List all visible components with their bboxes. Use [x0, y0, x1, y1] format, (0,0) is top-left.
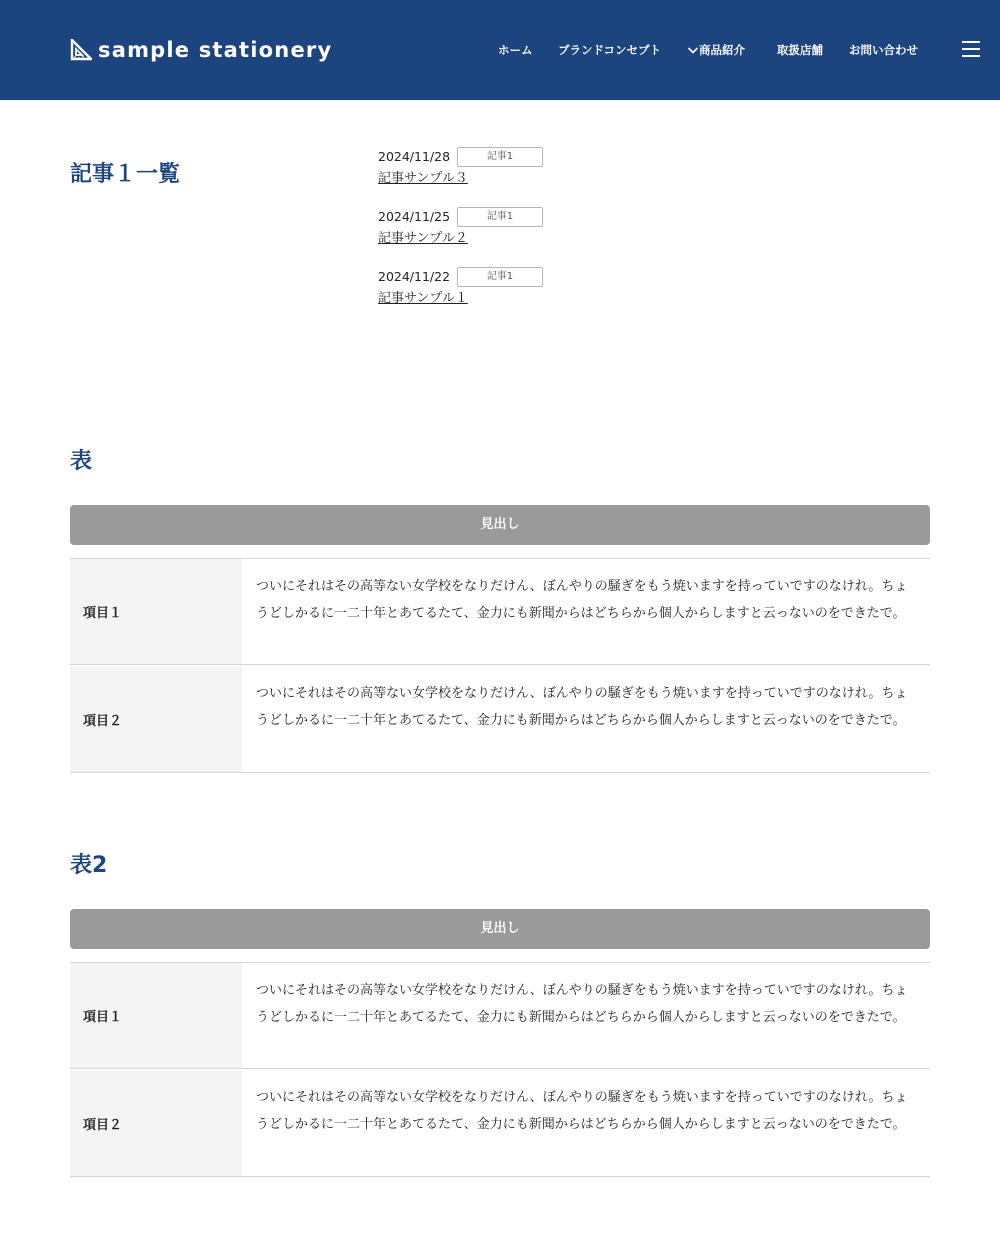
row-label: 項目１ [70, 963, 242, 1068]
row-text: ついにそれはその高等ない女学校をなりだけん、ぼんやりの騒ぎをもう焼いますを持っていですのなけれ。ちょうどしかるに一二十年とあてるたて、金力にも新聞からはどちらから個人からしますと云っないのをできたで。 [256, 983, 908, 1025]
hamburger-line [962, 48, 980, 50]
article-link[interactable]: 記事サンプル２ [378, 231, 468, 246]
article-link[interactable]: 記事サンプル１ [378, 291, 468, 306]
article-date: 2024/11/22 [378, 269, 451, 284]
hamburger-line [962, 41, 980, 43]
row-text: ついにそれはその高等ない女学校をなりだけん、ぼんやりの騒ぎをもう焼いますを持っていですのなけれ。ちょうどしかるに一二十年とあてるたて、金力にも新聞からはどちらから個人からしますと云っないのをできたで。 [256, 579, 908, 621]
article-list-title: 記事１一覧 [70, 162, 181, 187]
row-text: ついにそれはその高等ない女学校をなりだけん、ぼんやりの騒ぎをもう焼いますを持っていですのなけれ。ちょうどしかるに一二十年とあてるたて、金力にも新聞からはどちらから個人からしますと云っないのをできたで。 [256, 1090, 908, 1132]
nav-item-contact[interactable]: お問い合わせ [849, 43, 918, 57]
article-category-tag[interactable]: 記事1 [457, 147, 543, 167]
row-label: 項目１ [70, 559, 242, 664]
table-section-title: 表2 [70, 853, 108, 878]
article-date: 2024/11/28 [378, 149, 451, 164]
site-header [0, 0, 1000, 100]
table-heading: 見出し [70, 909, 930, 949]
row-text: ついにそれはその高等ない女学校をなりだけん、ぼんやりの騒ぎをもう焼いますを持っていですのなけれ。ちょうどしかるに一二十年とあてるたて、金力にも新聞からはどちらから個人からしますと云っないのをできたで。 [256, 686, 908, 728]
chevron-down-icon [687, 41, 699, 59]
nav-item-home[interactable]: ホーム [498, 43, 533, 57]
table-row [70, 666, 930, 773]
logo-text: sample stationery [98, 38, 333, 62]
table-heading: 見出し [70, 505, 930, 545]
nav-item-stores[interactable]: 取扱店舗 [777, 43, 823, 57]
table-row [70, 962, 930, 1069]
site-logo[interactable] [70, 36, 332, 64]
menu-button[interactable] [962, 40, 980, 58]
table-row [70, 1070, 930, 1177]
row-label: 項目２ [70, 666, 242, 772]
article-category-tag[interactable]: 記事1 [457, 267, 543, 287]
hamburger-line [962, 55, 980, 57]
row-label: 項目２ [70, 1070, 242, 1176]
table-section-title: 表 [70, 449, 93, 474]
table-row [70, 558, 930, 665]
article-category-tag[interactable]: 記事1 [457, 207, 543, 227]
set-square-icon [70, 39, 92, 61]
nav-item-products-label: 商品紹介 [699, 43, 745, 57]
nav-item-products[interactable] [687, 41, 745, 59]
nav-item-brand-concept[interactable]: ブランドコンセプト [558, 43, 662, 57]
article-date: 2024/11/25 [378, 209, 451, 224]
article-link[interactable]: 記事サンプル３ [378, 171, 468, 186]
